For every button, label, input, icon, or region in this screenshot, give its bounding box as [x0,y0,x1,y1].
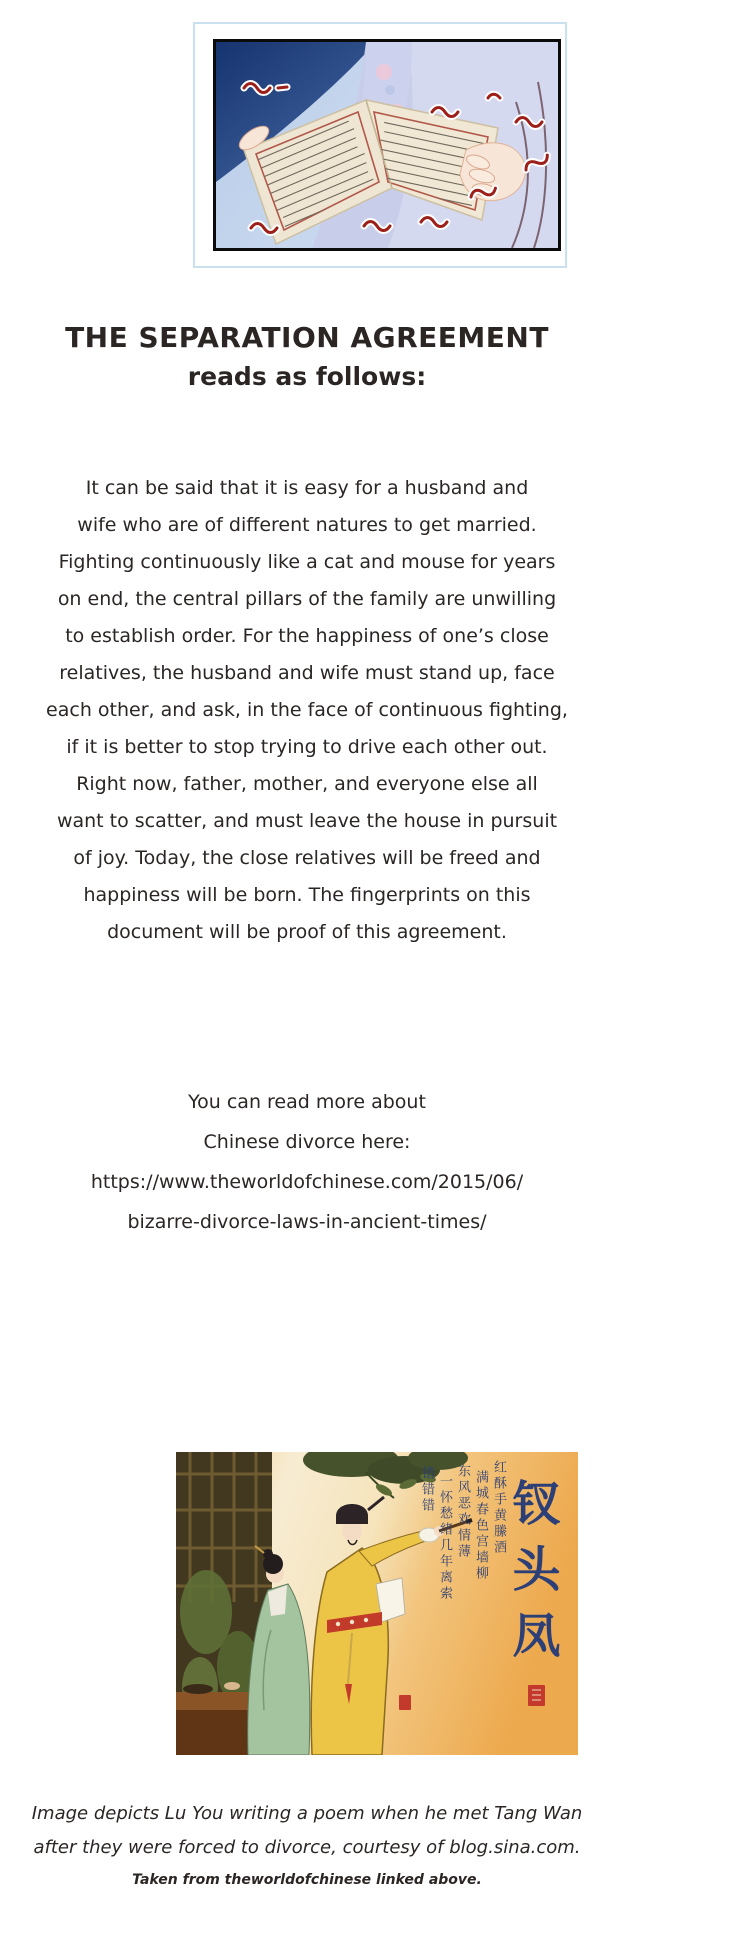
more-info-line: Chinese divorce here: [203,1131,411,1153]
comic-panel-image [213,39,561,251]
lu-you-painting [176,1452,578,1755]
title-line-2: reads as follows: [187,362,427,391]
agreement-line: Fighting continuously like a cat and mouse for years [58,551,556,573]
agreement-line: It can be said that it is easy for a husband and [85,477,529,499]
more-info-url-line: bizarre-divorce-laws-in-ancient-times/ [127,1211,487,1233]
poem-calligraphy [419,1460,506,1700]
poem-title-calligraphy: 钗头凤 [504,1478,560,1676]
agreement-line: each other, and ask, in the face of continuous fighting, [46,699,568,721]
agreement-text [0,470,614,951]
agreement-line: to establish order. For the happiness of one’s close [65,625,549,647]
agreement-line: wife who are of different natures to get married. [77,514,537,536]
more-info-text [0,1082,614,1242]
more-info-line: You can read more about [188,1091,426,1113]
agreement-line: relatives, the husband and wife must stand up, face [59,662,555,684]
agreement-line: document will be proof of this agreement. [107,921,507,943]
image-caption [0,1797,614,1895]
poem-column: 错错错 [419,1466,434,1514]
poem-column: 一怀愁绪几年离索 [437,1474,452,1602]
page-title [0,318,614,396]
agreement-line: Right now, father, mother, and everyone else all [76,773,538,795]
agreement-line: want to scatter, and must leave the house in pursuit [56,810,558,832]
agreement-line: on end, the central pillars of the family are unwilling [57,588,557,610]
poem-column: 满城春色宫墙柳 [473,1470,488,1582]
comic-panel-frame [193,22,567,268]
poem-column: 红酥手黄縢酒 [491,1460,506,1556]
caption-line: Image depicts Lu You writing a poem when he met Tang Wan [31,1803,583,1824]
agreement-line: of joy. Today, the close relatives will be freed and [73,847,541,869]
title-line-1: THE SEPARATION AGREEMENT [65,321,549,354]
caption-source-line: Taken from theworldofchinese linked above. [132,1872,482,1888]
poem-column: 东风恶欢情薄 [455,1464,470,1560]
agreement-line: happiness will be born. The fingerprints on this [83,884,531,906]
comic-panel-art [216,42,558,248]
caption-line: after they were forced to divorce, courtesy of blog.sina.com. [33,1837,581,1858]
agreement-line: if it is better to stop trying to drive each other out. [66,736,548,758]
more-info-url-line: https://www.theworldofchinese.com/2015/06/ [90,1171,524,1193]
